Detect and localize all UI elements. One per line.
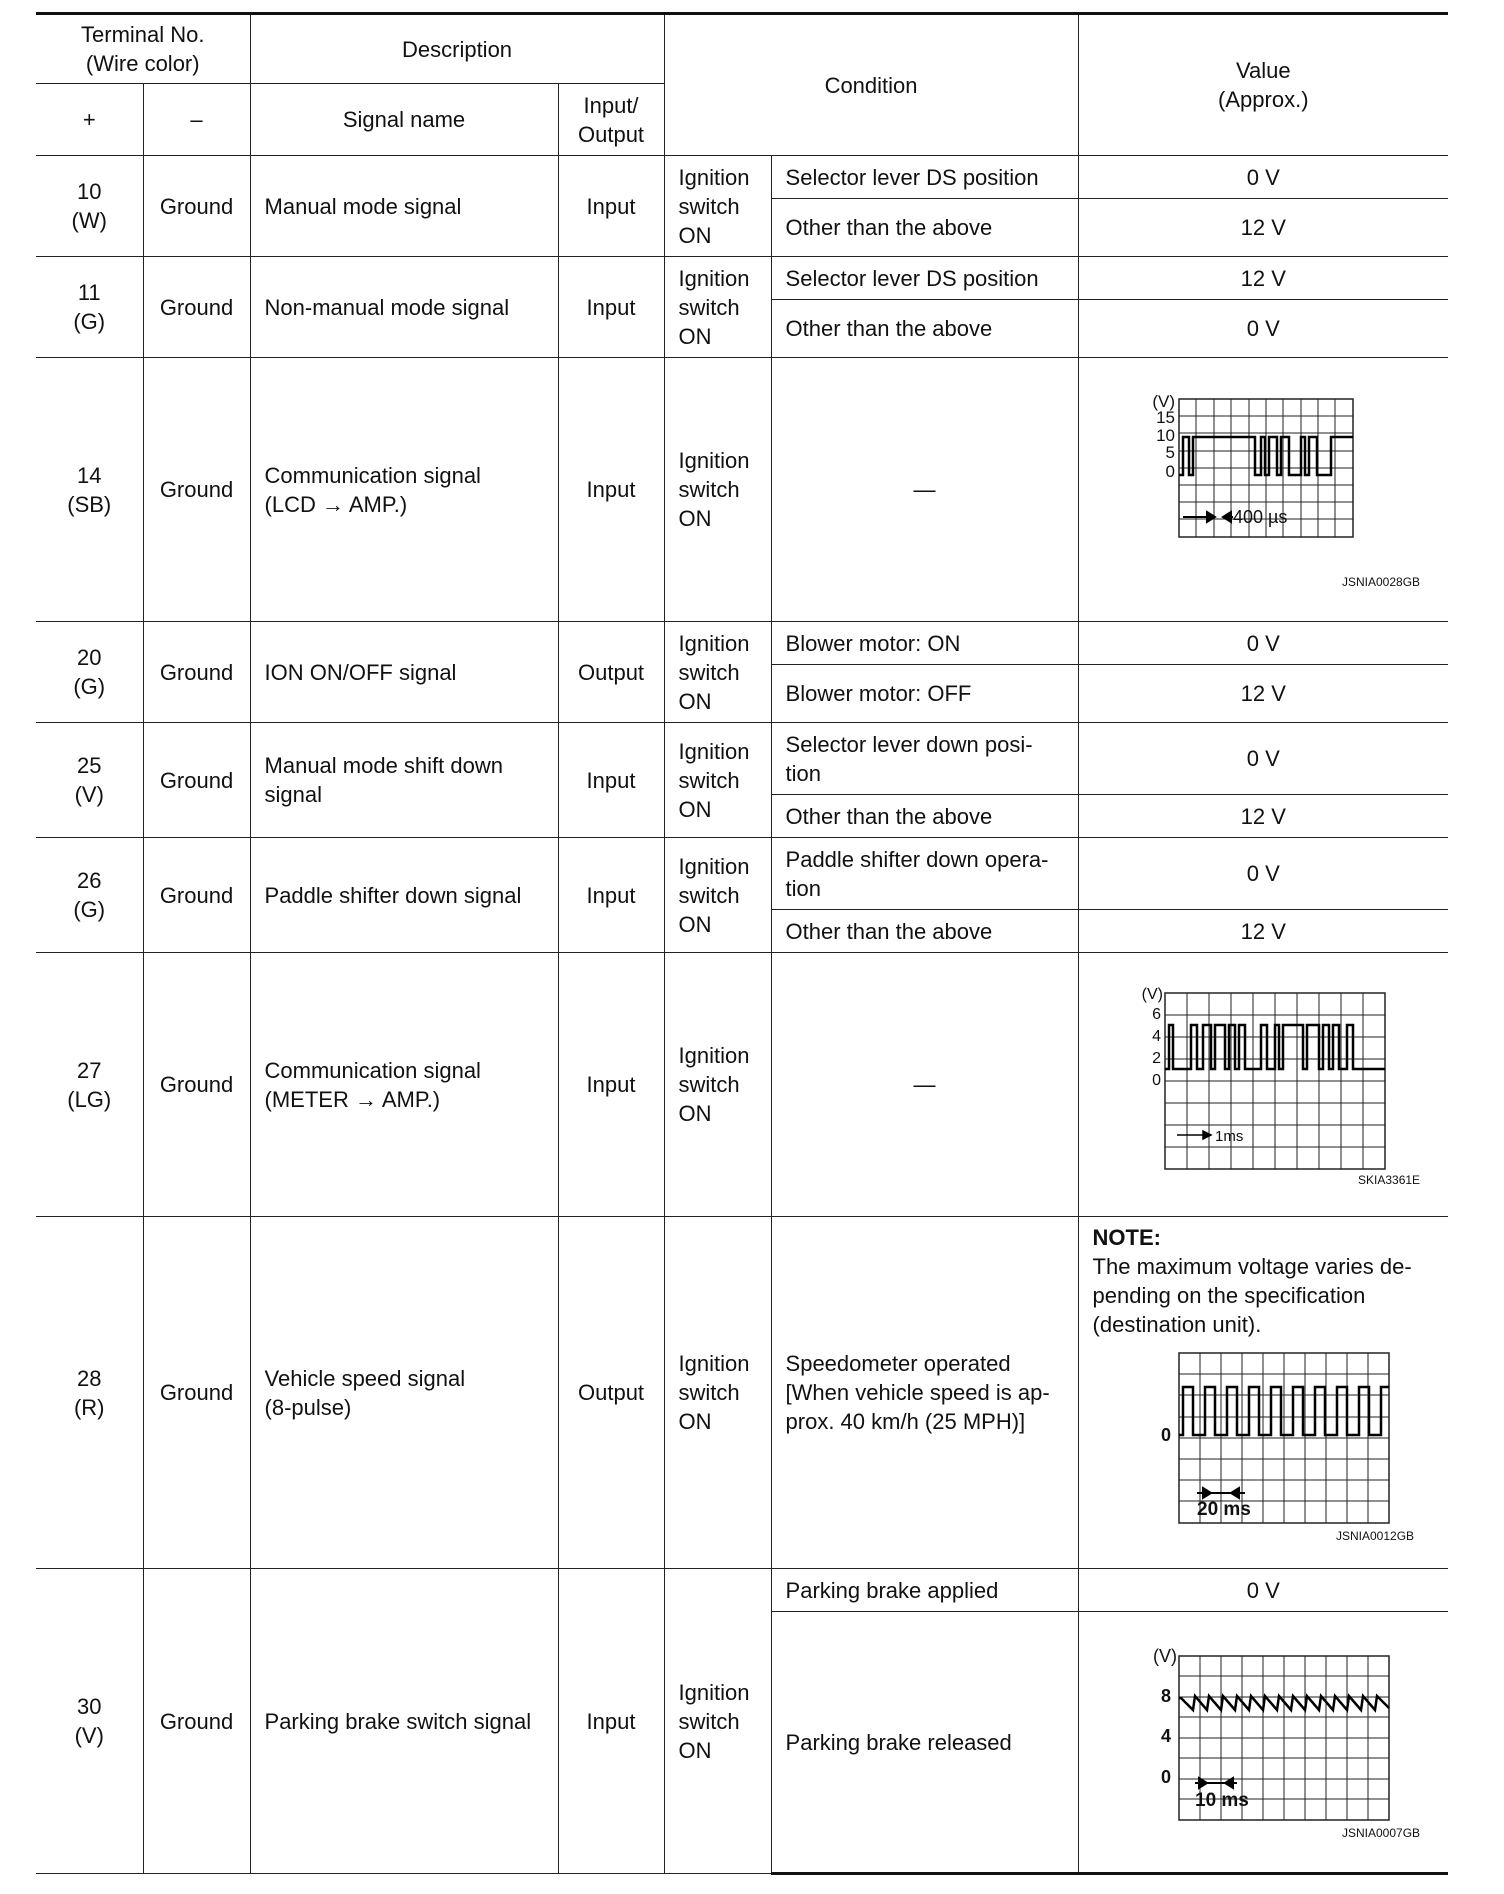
figure-id: JSNIA0012GB xyxy=(1336,1529,1415,1543)
ground-cell: Ground xyxy=(143,1217,250,1569)
value-cell: 12 V xyxy=(1078,199,1448,257)
condition-cell: Other than the above xyxy=(771,910,1078,953)
signal-name-cell: Communication signal (METER → AMP.) xyxy=(250,953,558,1217)
axis-unit: (V) xyxy=(1141,985,1164,1003)
value-cell: 12 V xyxy=(1078,257,1448,300)
waveform-cell xyxy=(1078,1217,1448,1569)
header-signal-name: Signal name xyxy=(250,84,558,156)
waveform-parking-brake xyxy=(1133,1646,1393,1824)
value-cell: 0 V xyxy=(1078,300,1448,358)
terminal-cell: 14 (SB) xyxy=(36,358,143,622)
ground-cell: Ground xyxy=(143,1569,250,1874)
table-row xyxy=(36,156,1448,199)
ground-cell: Ground xyxy=(143,257,250,358)
table-row xyxy=(36,257,1448,300)
axis-tick: 10 xyxy=(1156,425,1176,445)
ground-cell: Ground xyxy=(143,358,250,622)
io-cell: Output xyxy=(558,1217,664,1569)
table-row xyxy=(36,723,1448,795)
signal-name-cell: Parking brake switch signal xyxy=(250,1569,558,1874)
table-row xyxy=(36,953,1448,1217)
terminal-cell: 28 (R) xyxy=(36,1217,143,1569)
signal-name-cell: ION ON/OFF signal xyxy=(250,622,558,723)
axis-tick: 4 xyxy=(1161,1726,1172,1746)
io-cell: Input xyxy=(558,953,664,1217)
waveform-cell xyxy=(1078,953,1448,1217)
value-cell: 12 V xyxy=(1078,665,1448,723)
condition-cell: Paddle shifter down opera- tion xyxy=(771,838,1078,910)
terminal-spec-table xyxy=(36,12,1448,1875)
waveform-meter-amp xyxy=(1133,985,1393,1171)
condition-cell: Other than the above xyxy=(771,795,1078,838)
header-minus: – xyxy=(143,84,250,156)
ground-cell: Ground xyxy=(143,723,250,838)
signal-name-cell: Vehicle speed signal (8-pulse) xyxy=(250,1217,558,1569)
header-terminal-no: Terminal No. (Wire color) xyxy=(36,14,250,84)
axis-tick: 0 xyxy=(1152,1071,1162,1089)
io-cell: Input xyxy=(558,838,664,953)
timebase-label: 10 ms xyxy=(1195,1790,1250,1811)
condition-cell: — xyxy=(771,953,1078,1217)
header-value: Value (Approx.) xyxy=(1078,14,1448,156)
note-text: The maximum voltage varies de- pending on the specification (destination unit). xyxy=(1092,1254,1412,1337)
condition-cell: Selector lever DS position xyxy=(771,156,1078,199)
signal-name-cell: Paddle shifter down signal xyxy=(250,838,558,953)
axis-unit: (V) xyxy=(1153,1646,1178,1666)
value-cell: 12 V xyxy=(1078,795,1448,838)
ignition-cell: Ignition switch ON xyxy=(664,723,771,838)
value-cell: 0 V xyxy=(1078,1569,1448,1612)
ignition-cell: Ignition switch ON xyxy=(664,156,771,257)
value-cell: 0 V xyxy=(1078,838,1448,910)
ignition-cell: Ignition switch ON xyxy=(664,1569,771,1874)
waveform-lcd-amp xyxy=(1133,393,1393,573)
figure-id: JSNIA0007GB xyxy=(1342,1826,1421,1840)
ignition-cell: Ignition switch ON xyxy=(664,622,771,723)
axis-tick: 0 xyxy=(1165,461,1176,481)
waveform-cell xyxy=(1078,1612,1448,1874)
axis-tick: 0 xyxy=(1161,1767,1172,1787)
condition-cell: — xyxy=(771,358,1078,622)
timebase-label: 1ms xyxy=(1215,1127,1244,1145)
signal-name-cell: Communication signal (LCD → AMP.) xyxy=(250,358,558,622)
condition-cell: Parking brake released xyxy=(771,1612,1078,1874)
condition-cell: Blower motor: OFF xyxy=(771,665,1078,723)
io-cell: Input xyxy=(558,156,664,257)
terminal-cell: 26 (G) xyxy=(36,838,143,953)
io-cell: Input xyxy=(558,257,664,358)
condition-cell: Selector lever DS position xyxy=(771,257,1078,300)
ignition-cell: Ignition switch ON xyxy=(664,953,771,1217)
header-io: Input/ Output xyxy=(558,84,664,156)
value-cell: 0 V xyxy=(1078,723,1448,795)
table-row xyxy=(36,358,1448,622)
terminal-cell: 10 (W) xyxy=(36,156,143,257)
ground-cell: Ground xyxy=(143,622,250,723)
waveform-vehicle-speed xyxy=(1133,1349,1393,1527)
axis-unit: (V) xyxy=(1152,392,1176,411)
ground-cell: Ground xyxy=(143,953,250,1217)
header-description: Description xyxy=(250,14,664,84)
signal-name-cell: Non-manual mode signal xyxy=(250,257,558,358)
condition-cell: Speedometer operated [When vehicle speed is ap- prox. 40 km/h (25 MPH)] xyxy=(771,1217,1078,1569)
signal-name-cell: Manual mode shift down signal xyxy=(250,723,558,838)
axis-tick: 5 xyxy=(1165,442,1176,462)
figure-id: SKIA3361E xyxy=(1358,1172,1421,1187)
value-cell: 0 V xyxy=(1078,156,1448,199)
condition-cell: Parking brake applied xyxy=(771,1569,1078,1612)
terminal-cell: 11 (G) xyxy=(36,257,143,358)
axis-tick: 6 xyxy=(1152,1005,1162,1023)
waveform-cell xyxy=(1078,358,1448,622)
condition-cell: Other than the above xyxy=(771,199,1078,257)
timebase-label: 400 µs xyxy=(1233,506,1288,527)
header-plus: + xyxy=(36,84,143,156)
timebase-label: 20 ms xyxy=(1197,1499,1252,1520)
value-cell: 0 V xyxy=(1078,622,1448,665)
axis-tick: 8 xyxy=(1161,1686,1172,1706)
ground-cell: Ground xyxy=(143,156,250,257)
signal-name-cell: Manual mode signal xyxy=(250,156,558,257)
table-row xyxy=(36,622,1448,665)
table-row xyxy=(36,1217,1448,1569)
ignition-cell: Ignition switch ON xyxy=(664,257,771,358)
condition-cell: Selector lever down posi- tion xyxy=(771,723,1078,795)
io-cell: Output xyxy=(558,622,664,723)
ground-cell: Ground xyxy=(143,838,250,953)
condition-cell: Blower motor: ON xyxy=(771,622,1078,665)
header-condition: Condition xyxy=(664,14,1078,156)
table-row xyxy=(36,1569,1448,1612)
figure-id: JSNIA0028GB xyxy=(1342,574,1421,589)
ignition-cell: Ignition switch ON xyxy=(664,838,771,953)
terminal-cell: 27 (LG) xyxy=(36,953,143,1217)
axis-tick: 4 xyxy=(1152,1027,1162,1045)
table-row xyxy=(36,838,1448,910)
io-cell: Input xyxy=(558,358,664,622)
axis-tick: 0 xyxy=(1161,1425,1172,1445)
condition-cell: Other than the above xyxy=(771,300,1078,358)
io-cell: Input xyxy=(558,1569,664,1874)
terminal-cell: 30 (V) xyxy=(36,1569,143,1874)
note-title: NOTE: xyxy=(1092,1225,1161,1250)
axis-tick: 2 xyxy=(1152,1049,1162,1067)
terminal-cell: 25 (V) xyxy=(36,723,143,838)
ignition-cell: Ignition switch ON xyxy=(664,1217,771,1569)
axis-tick: 15 xyxy=(1156,407,1176,427)
ignition-cell: Ignition switch ON xyxy=(664,358,771,622)
terminal-cell: 20 (G) xyxy=(36,622,143,723)
io-cell: Input xyxy=(558,723,664,838)
value-cell: 12 V xyxy=(1078,910,1448,953)
